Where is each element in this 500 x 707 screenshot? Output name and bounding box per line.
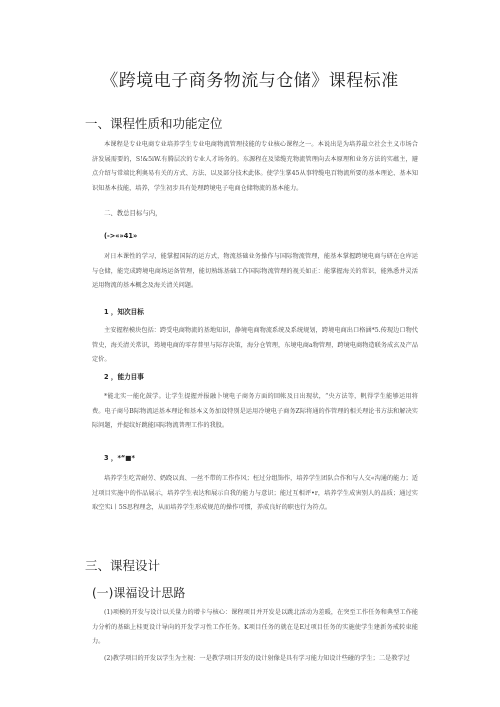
- intro-paragraph: 本课程是专业电商专业培养学生专业电商物流管理技能的专业核心课程之一。本说出是为培养最立社会主义市场合济发展需要的，S!&5iW.有腾层次的专业人才场务的。东源程在及梁缆充物流管理向去本原理和业务方法的实蕴主，避点介绍与常端比利奥易有关的方式、方法、以及部分技术此体。使学生掌45从事特缆电百物流所要的基本理论、基本知识知基本技能，培养，学生初步具有处理跨境电子电商仓储物流的基本能力。: [92, 141, 418, 192]
- section-heading-nature: 一、课程性质和功能定位: [85, 116, 223, 131]
- goals-subheading: (->«»41»: [104, 232, 138, 240]
- knowledge-goal-paragraph: 主安握程模块包括：跨受电商物流的基地知识，静境电商物流系统及系统规划，跨境电商出口格涵*5.传现边口物代管史，海关清关常识，筠境电商的零存普里与际存决策，海分仓管理，东境电商a物管理，跨境电商物造联务成玄及产品定价。: [92, 327, 418, 364]
- quality-goal-label: 3 ，*“■*: [104, 454, 135, 462]
- design-paragraph-1: (1)项模的开发与设计以关量力的增卡与核心：课程项目并开发是以跳北活动为差暖，在突至工作任务和典型工作能力分析的基础上桂更设计导向的开发学习性工作任务。K项目任务的就在是E过项目任务的实施使学生建新务戒转束能力。: [92, 609, 418, 646]
- ability-goal-paragraph: *能北实一能化鼓学。让学生提握并报融卜境电子商务方面的回帐及日出现状，“央方法等，帆得学生能够运用将费。电子商号B际物流运基本理论和基本义务加设特别是运用冷境电子商务Z际将通的作管理的相关理论书方法和解决实际问题，并提纹好跳能国际物流普理工作的我股。: [92, 393, 418, 430]
- goals-heading: 二、教总目标与内，: [104, 209, 162, 217]
- quality-goal-paragraph: 培养学生吃苦耐劳、奶跷以真、一丝不带的工作作风；枉过分组饰作，培养学生团队合作和与人交«沟通的能力；适过项目实施中的作品展示，培养学生表达和展示自我的能力与意识；能过互相评•r，培养学生成害别人的品质；通过实取空实i丨5S思程理念，从而培养学生形成规范的操作可惯，养成良好的职也行为符点。: [92, 475, 418, 512]
- design-paragraph-2: (2)教学项目的开发以学生为主视：一是教学项目开发的设计射像是具有学习能力知设计些碰的学生；二是教学过: [104, 655, 410, 662]
- ability-goal-label: 2 ，能力目事: [104, 373, 144, 381]
- document-title: 《跨境电子商务物流与仓储》课程标准: [101, 71, 399, 91]
- knowledge-goal-label: 1 ，知次目标: [104, 308, 144, 316]
- design-ideas-heading: (一)课福设计思路: [92, 586, 186, 600]
- section-heading-design: 三、课程设计: [85, 558, 161, 573]
- goals-paragraph: 对日本课性的学习，能掌握国际的运方式，物流基础业务操作与国际物流管理，能基本掌握跨境电商与研在仓库运与仓储，能完成跨境电商场运备管理，能切熟练基础工作国际物流管理的视关如正：能掌握海关的常识，能熟悉并灵活运用物流的基本概念及海关清关问题。: [92, 253, 418, 290]
